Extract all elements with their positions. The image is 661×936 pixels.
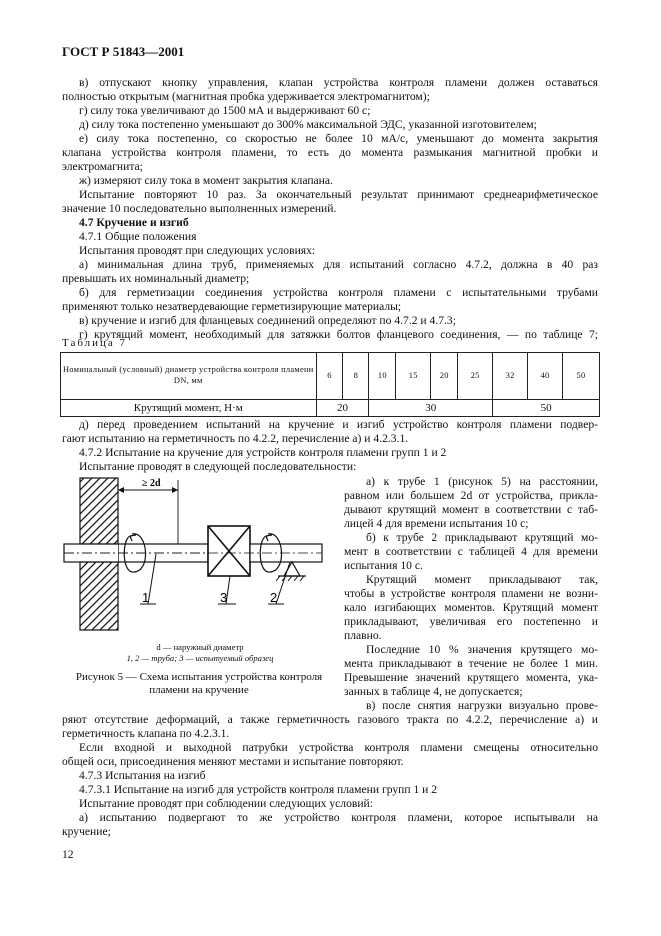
section-4-7-title: 4.7 Кручение и изгиб [79, 216, 189, 229]
cond-v: в) кручение и изгиб для фланцевых соединений определяют по 4.7.2 и 4.7.3; [79, 314, 456, 327]
table-row1-label: Номинальный (условный) диаметр устройства контроля пламени DN, мм [61, 353, 317, 400]
table-dn-cell: 15 [396, 353, 431, 400]
cond-b-line1: б) для герметизации соединения устройства контроля пламени с испытательными трубами [79, 286, 598, 299]
item-g: г) силу тока увеличивают до 1500 мА и выдерживают 60 с; [79, 104, 371, 117]
table-dn-cell: 50 [563, 353, 600, 400]
item-e-line2: клапана устройства контроля пламени, то есть до момента размыкания магнитной пробки и [62, 146, 598, 159]
item-d-line2: гают испытанию на герметичность по 4.2.2, перечисление а) и 4.2.3.1. [62, 432, 409, 445]
bottom-e-1: Если входной и выходной патрубки устройства контроля пламени смещены относительно [79, 741, 598, 754]
right-a-4: лицей 4 для времени испытания 10 с; [344, 517, 529, 530]
right-l-4: занных в таблице 4, не допускается; [344, 685, 523, 698]
document-header: ГОСТ Р 51843—2001 [62, 44, 185, 59]
table-dn-cell: 10 [369, 353, 396, 400]
cond-a-line2: превышать их номинальный диаметр; [62, 272, 250, 285]
label-device-3: 3 [220, 590, 228, 605]
item-e-line1: е) силу тока постепенно, со скоростью не более 10 мА/с, уменьшают до момента закрытия [79, 132, 598, 145]
bottom-e-2: общей оси, присоединения меняют местами и испытание повторяют. [62, 755, 404, 768]
bottom-conditions: Испытание проводят при соблюдении следующих условий: [79, 797, 373, 810]
dimension-label: ≥ 2d [142, 478, 161, 489]
item-d-line1: д) перед проведением испытаний на кручение и изгиб устройство контроля пламени подвер- [79, 418, 598, 431]
figure-5-diagram [60, 470, 330, 638]
right-a-2: равном или большем 2d от устройства, прикла- [344, 489, 598, 502]
item-zh: ж) измеряют силу тока в момент закрытия клапана. [79, 174, 333, 187]
section-4-7-3-1-title: 4.7.3.1 Испытание на изгиб для устройств контроля пламени групп 1 и 2 [79, 783, 438, 796]
table-torque-cell: 20 [316, 400, 369, 417]
item-v-line1: в) отпускают кнопку управления, клапан устройства контроля пламени должен оставаться [79, 76, 598, 89]
right-b-2: мент в соответствии с таблицей 4 для времени [344, 545, 598, 558]
table-dn-cell: 20 [431, 353, 458, 400]
item-e-line3: электромагнита; [62, 160, 143, 173]
table-dn-cell: 32 [493, 353, 528, 400]
cond-g: г) крутящий момент, необходимый для затяжки болтов фланцевого соединения, — по таблице 7; [79, 328, 598, 341]
conditions-intro: Испытания проводят при следующих условиях: [79, 244, 316, 257]
right-k-2: чтобы в устройстве контроля пламени не возни- [344, 587, 598, 600]
right-a-3: дывают крутящий момент в соответствии с таб- [344, 503, 598, 516]
right-l-2: мента прикладывают в течение не более 1 мин. [344, 657, 598, 670]
table-7-caption: Таблица 7 [62, 337, 128, 349]
table-dn-cell: 40 [528, 353, 563, 400]
section-4-7-3-title: 4.7.3 Испытания на изгиб [79, 769, 206, 782]
repeat-line1: Испытание повторяют 10 раз. За окончательный результат принимают среднеарифметическое [79, 188, 598, 201]
cond-b-line2: применяют только незатвердевающие герметизирующие материалы; [62, 300, 402, 313]
table-row2-label: Крутящий момент, Н·м [61, 400, 317, 417]
item-d: д) силу тока постепенно уменьшают до 300% максимальной ЭДС, указанной изготовителем; [79, 118, 537, 131]
right-l-3: Превышение значений крутящего момента, ука- [344, 671, 598, 684]
right-k-3: кало изгибающих моментов. Крутящий момент [344, 601, 598, 614]
table-dn-cell: 8 [343, 353, 369, 400]
right-b-1: б) к трубе 2 прикладывают крутящий мо- [366, 531, 598, 544]
page-number: 12 [62, 848, 74, 861]
right-k-4: прикладывают, увеличивая его постепенно и [344, 615, 598, 628]
bottom-v-2: ряют отсутствие деформаций, а также герметичность газового тракта по 4.2.2, перечисление а) и [62, 713, 598, 726]
section-4-7-2-title: 4.7.2 Испытание на кручение для устройств контроля пламени групп 1 и 2 [79, 446, 447, 459]
bottom-a-1: а) испытанию подвергают то же устройство контроля пламени, которое испытывали на [79, 811, 598, 824]
right-a-1: а) к трубе 1 (рисунок 5) на расстоянии, [366, 475, 598, 488]
table-torque-cell: 50 [493, 400, 600, 417]
table-dn-cell: 25 [458, 353, 493, 400]
right-b-3: испытания 10 с. [344, 559, 423, 572]
right-k-5: плавно. [344, 629, 382, 642]
figure-caption-2: пламени на кручение [149, 684, 249, 696]
label-pipe-2: 2 [270, 590, 278, 605]
figure-caption-1: Рисунок 5 — Схема испытания устройства контроля [75, 671, 323, 683]
right-v-1: в) после снятия нагрузки визуально прове- [366, 699, 598, 712]
right-l-1: Последние 10 % значения крутящего мо- [366, 643, 598, 656]
table-dn-cell: 6 [316, 353, 343, 400]
bottom-a-2: кручение; [62, 825, 111, 838]
section-4-7-1-title: 4.7.1 Общие положения [79, 230, 197, 243]
item-v-line2: полностью открытым (магнитная пробка удерживается электромагнитом); [62, 90, 430, 103]
label-pipe-1: 1 [142, 590, 150, 605]
cond-a-line1: а) минимальная длина труб, применяемых для испытаний согласно 4.7.2, должна в 40 раз [79, 258, 598, 271]
sequence-intro: Испытание проводят в следующей последовательности: [79, 460, 357, 473]
figure-legend-2: 1, 2 — труба; 3 — испытуемый образец [126, 653, 274, 663]
bottom-v-3: герметичность клапана по 4.2.3.1. [62, 727, 230, 740]
figure-legend-1: d — наружный диаметр [156, 642, 244, 652]
right-k-1: Крутящий момент прикладывают так, [366, 573, 598, 586]
repeat-line2: значение 10 последовательно выполненных измерений. [62, 202, 337, 215]
table-7 [60, 352, 600, 417]
table-torque-cell: 30 [369, 400, 493, 417]
